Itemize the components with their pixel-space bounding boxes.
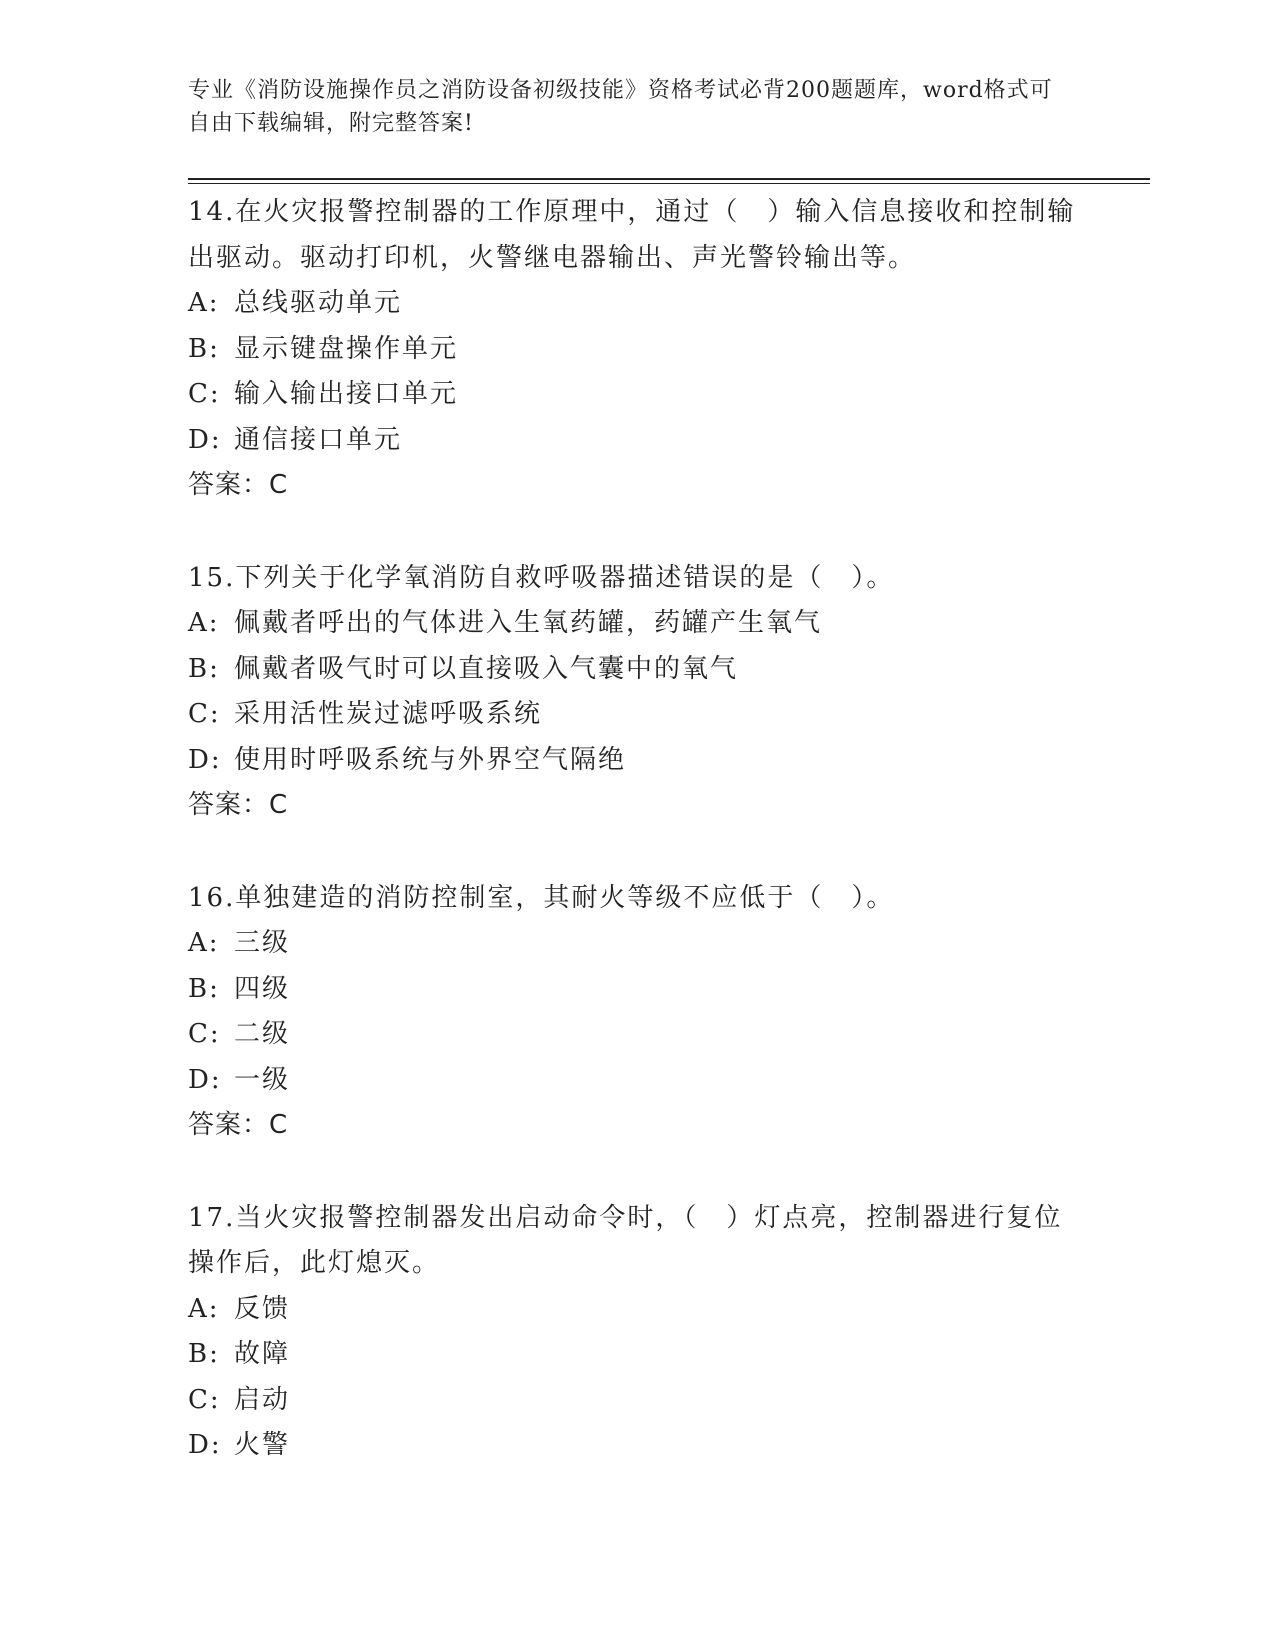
option-text: 输入输出接口单元 [234, 379, 459, 409]
option-letter: C: [188, 1384, 221, 1415]
option-letter: D: [188, 744, 222, 775]
option-text: 通信接口单元 [234, 424, 403, 455]
option-text: 一级 [234, 1064, 291, 1095]
option-b [188, 327, 1088, 373]
option-letter: C: [188, 699, 221, 729]
option-d [188, 1058, 1088, 1104]
question-stem: 15.下列关于化学氧消防自救呼吸器描述错误的是（ ）。 [188, 562, 895, 593]
option-a [188, 1287, 1088, 1333]
option-text: 二级 [234, 1019, 291, 1049]
option-d [188, 1423, 1088, 1469]
option-text: 四级 [234, 973, 291, 1004]
option-c [188, 1378, 1088, 1424]
option-letter: A: [188, 608, 220, 638]
option-letter: A: [188, 288, 220, 318]
header-divider-thin [188, 183, 1150, 184]
option-b [188, 647, 1088, 693]
option-letter: A: [188, 1293, 220, 1324]
option-d [188, 738, 1088, 784]
question-stem: 17.当火灾报警控制器发出启动命令时，（ ）灯点亮，控制器进行复位操作后，此灯熄灭。 [188, 1202, 1063, 1278]
option-letter: C: [188, 1019, 221, 1049]
option-letter: D: [188, 424, 222, 455]
answer-line: 答案：C [188, 1110, 289, 1140]
question-stem: 16.单独建造的消防控制室，其耐火等级不应低于（ ）。 [188, 882, 895, 913]
option-text: 故障 [234, 1339, 291, 1369]
option-letter: D: [188, 1064, 222, 1095]
option-b [188, 967, 1088, 1013]
option-c [188, 1012, 1088, 1058]
option-text: 总线驱动单元 [234, 288, 403, 318]
answer-line: 答案：C [188, 790, 289, 820]
option-text: 火警 [234, 1430, 291, 1460]
option-text: 使用时呼吸系统与外界空气隔绝 [234, 744, 627, 775]
option-a [188, 921, 1088, 967]
option-letter: D: [188, 1430, 222, 1460]
option-text: 三级 [234, 928, 291, 958]
option-c [188, 372, 1088, 418]
question-14 [188, 190, 1088, 509]
question-stem: 14.在火灾报警控制器的工作原理中，通过（ ）输入信息接收和控制输出驱动。驱动打印机，火警继电器输出、声光警铃输出等。 [188, 197, 1076, 273]
option-letter: C: [188, 379, 221, 409]
option-letter: B: [188, 973, 220, 1004]
option-text: 反馈 [234, 1293, 291, 1324]
option-a [188, 601, 1088, 647]
document-header: 专业《消防设施操作员之消防设备初级技能》资格考试必背200题题库，word格式可自由下载编辑，附完整答案! [188, 78, 1053, 136]
option-text: 佩戴者吸气时可以直接吸入气囊中的氧气 [234, 653, 739, 684]
option-letter: A: [188, 928, 220, 958]
option-c [188, 692, 1088, 738]
option-b [188, 1332, 1088, 1378]
question-15 [188, 556, 1088, 829]
question-list [188, 190, 1088, 1469]
option-text: 采用活性炭过滤呼吸系统 [234, 699, 543, 729]
question-16 [188, 876, 1088, 1149]
answer-line: 答案：C [188, 470, 289, 500]
header-divider-thick [188, 178, 1150, 180]
option-d [188, 418, 1088, 464]
option-letter: B: [188, 333, 220, 364]
option-text: 佩戴者呼出的气体进入生氧药罐，药罐产生氧气 [234, 608, 823, 638]
option-text: 显示键盘操作单元 [234, 333, 459, 364]
option-letter: B: [188, 653, 220, 684]
option-letter: B: [188, 1339, 220, 1369]
option-text: 启动 [234, 1384, 291, 1415]
question-17 [188, 1196, 1088, 1469]
option-a [188, 281, 1088, 327]
